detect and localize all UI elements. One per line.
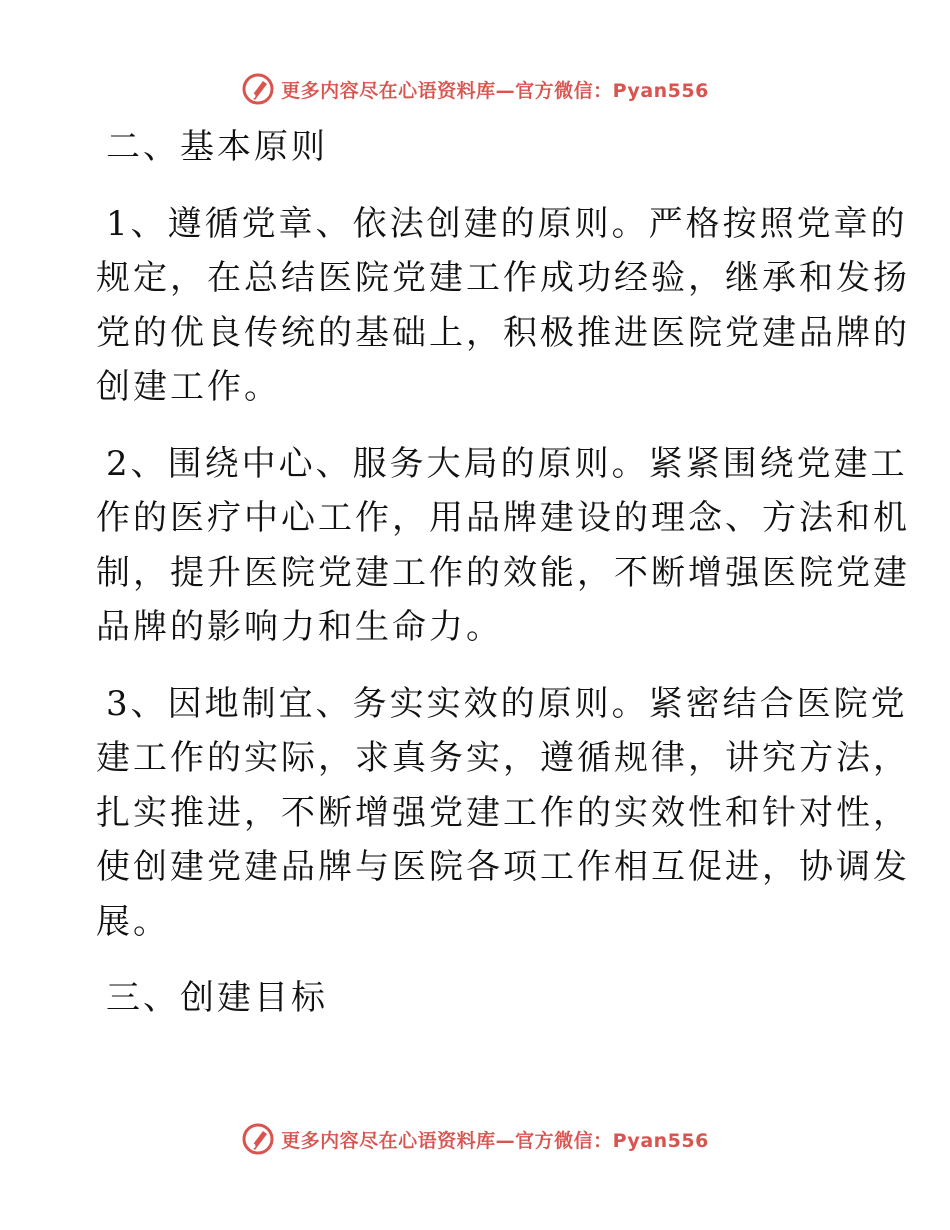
paragraph-line: 展。 [96, 901, 170, 942]
paragraph-line: 2、围绕中心、服务大局的原则。紧紧围绕党建工 [106, 443, 908, 484]
watermark-text: 更多内容尽在心语资料库—官方微信：Pyan556 [281, 1129, 709, 1152]
paragraph-line: 建工作的实际，求真务实，遵循规律，讲究方法， [96, 738, 910, 778]
section-heading: 三、创建目标 [106, 978, 328, 1018]
header-watermark [0, 72, 950, 106]
paragraph-1 [96, 197, 910, 415]
paragraph-3 [96, 677, 910, 950]
paragraph-line: 作的医疗中心工作，用品牌建设的理念、方法和机 [96, 498, 910, 538]
paragraph-line: 制，提升医院党建工作的效能，不断增强医院党建 [96, 552, 910, 593]
footer-watermark [0, 1122, 950, 1156]
paragraph-2 [96, 437, 910, 655]
paragraph-line: 使创建党建品牌与医院各项工作相互促进，协调发 [96, 847, 910, 887]
paragraph-line: 3、因地制宜、务实实效的原则。紧密结合医院党 [106, 683, 908, 724]
pen-logo-icon [241, 1122, 275, 1156]
document-body [96, 120, 910, 1026]
paragraph-line: 规定，在总结医院党建工作成功经验，继承和发扬 [96, 258, 910, 298]
paragraph-line: 1、遵循党章、依法创建的原则。严格按照党章的 [106, 203, 908, 244]
section-heading: 二、基本原则 [106, 127, 328, 167]
paragraph-line: 党的优良传统的基础上，积极推进医院党建品牌的 [96, 312, 910, 353]
watermark-text: 更多内容尽在心语资料库—官方微信：Pyan556 [281, 79, 709, 102]
paragraph-line: 品牌的影响力和生命力。 [96, 607, 503, 647]
paragraph-line: 扎实推进，不断增强党建工作的实效性和针对性， [96, 792, 910, 833]
pen-logo-icon [241, 72, 275, 106]
paragraph-line: 创建工作。 [96, 367, 281, 407]
